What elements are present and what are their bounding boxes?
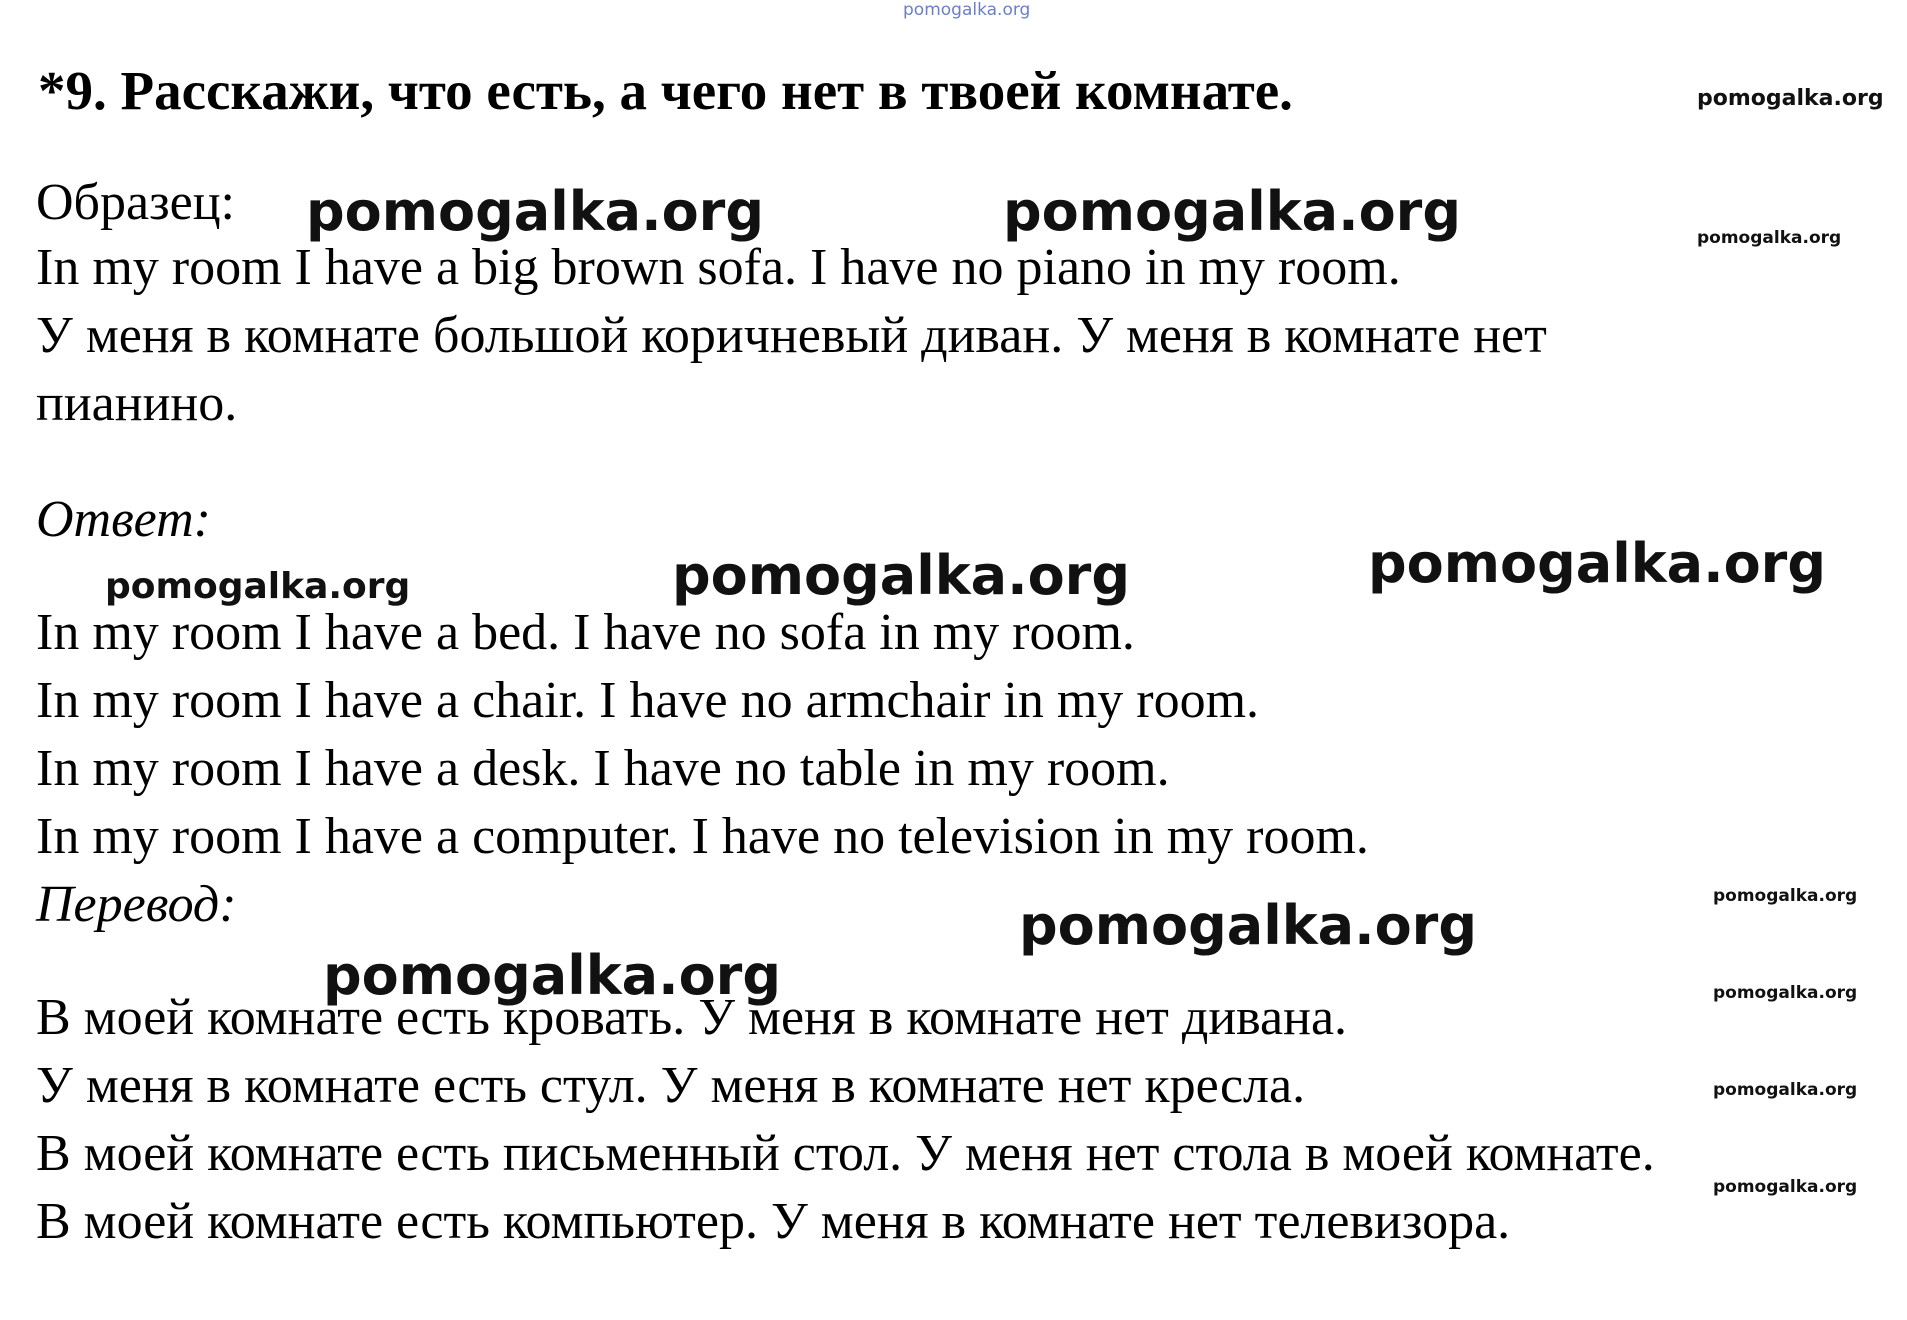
answer-line: In my room I have a chair. I have no armchair in my room. [36, 672, 1260, 729]
translation-line: В моей комнате есть компьютер. У меня в комнате нет телевизора. [36, 1193, 1511, 1250]
watermark: pomogalka.org [1003, 180, 1461, 243]
answer-line: In my room I have a computer. I have no television in my room. [36, 808, 1369, 865]
watermark: pomogalka.org [1713, 983, 1858, 1003]
translation-label: Перевод: [36, 876, 237, 933]
answer-line: In my room I have a bed. I have no sofa in my room. [36, 604, 1135, 661]
translation-line: У меня в комнате есть стул. У меня в комнате нет кресла. [36, 1057, 1306, 1114]
watermark: pomogalka.org [1713, 886, 1858, 906]
watermark-top: pomogalka.org [903, 0, 1031, 20]
watermark: pomogalka.org [672, 544, 1130, 607]
watermark: pomogalka.org [306, 180, 764, 243]
translation-line: В моей комнате есть кровать. У меня в комнате нет дивана. [36, 989, 1348, 1046]
watermark: pomogalka.org [1713, 1177, 1858, 1197]
watermark: pomogalka.org [105, 566, 411, 607]
watermark: pomogalka.org [1019, 894, 1477, 957]
sample-line: In my room I have a big brown sofa. I have no piano in my room. [36, 239, 1401, 296]
watermark: pomogalka.org [323, 944, 781, 1007]
watermark: pomogalka.org [1368, 532, 1826, 595]
exercise-title: *9. Расскажи, что есть, а чего нет в твоей комнате. [38, 60, 1293, 121]
watermark: pomogalka.org [1697, 86, 1884, 111]
sample-label: Образец: [36, 174, 235, 231]
watermark: pomogalka.org [1713, 1080, 1858, 1100]
translation-line: В моей комнате есть письменный стол. У меня нет стола в моей комнате. [36, 1125, 1655, 1182]
watermark: pomogalka.org [1697, 228, 1842, 248]
answer-line: In my room I have a desk. I have no table in my room. [36, 740, 1170, 797]
answer-label: Ответ: [36, 491, 211, 548]
sample-line: У меня в комнате большой коричневый диван. У меня в комнате нет [36, 307, 1547, 364]
sample-line: пианино. [36, 375, 238, 432]
